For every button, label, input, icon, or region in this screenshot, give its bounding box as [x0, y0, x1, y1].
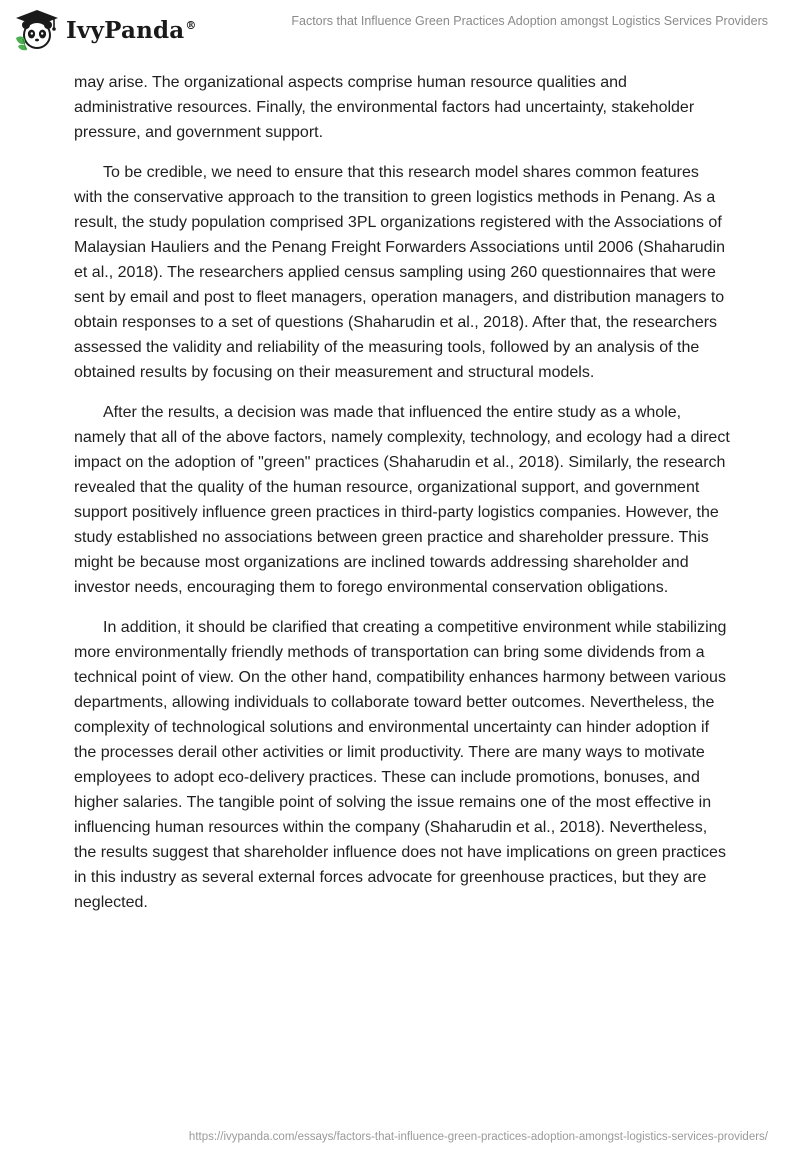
essay-body: [74, 70, 730, 930]
paragraph: may arise. The organizational aspects comprise human resource qualities and administrative resources. Finally, the environmental factors had uncertainty, stakeholder pressure, and government support.: [74, 74, 695, 141]
paragraph: After the results, a decision was made that influenced the entire study as a whole, namely that all of the above factors, namely complexity, technology, and ecology had a direct impact on the adoption of "green" practices (Shaharudin et al., 2018). Similarly, the research revealed that the quality of the human resource, organizational support, and government support positively influence green practices in third-party logistics companies. However, the study established no associations between green practice and shareholder pressure. This might be because most organizations are inclined towards addressing shareholder and investor needs, encouraging them to forego environmental conservation obligations.: [74, 404, 730, 596]
document-title: Factors that Influence Green Practices Adoption amongst Logistics Services Providers: [291, 14, 768, 28]
logo-text: IvyPanda®: [66, 16, 197, 44]
panda-logo-icon: [14, 8, 60, 52]
registered-mark: ®: [185, 18, 197, 32]
source-url[interactable]: https://ivypanda.com/essays/factors-that-influence-green-practices-adoption-amongst-logistics-services-providers/: [188, 1131, 768, 1143]
paragraph: To be credible, we need to ensure that this research model shares common features with the conservative approach to the transition to green logistics methods in Penang. As a result, the study population comprised 3PL organizations registered with the Associations of Malaysian Hauliers and the Penang Freight Forwarders Associations until 2006 (Shaharudin et al., 2018). The researchers applied census sampling using 260 questionnaires that were sent by email and post to fleet managers, operation managers, and distribution managers to obtain responses to a set of questions (Shaharudin et al., 2018). After that, the researchers assessed the validity and reliability of the measuring tools, followed by an analysis of the obtained results by focusing on their measurement and structural models.: [74, 164, 726, 381]
paragraph: In addition, it should be clarified that creating a competitive environment while stabilizing more environmentally friendly methods of transportation can bring some dividends from a technical point of view. On the other hand, compatibility enhances harmony between various departments, allowing individuals to collaborate toward better outcomes. Nevertheless, the complexity of technological solutions and environmental uncertainty can hinder adoption if the processes derail other activities or limit productivity. There are many ways to motivate employees to adopt eco-delivery practices. These can include promotions, bonuses, and higher salaries. The tangible point of solving the issue remains one of the most effective in influencing human resources within the company (Shaharudin et al., 2018). Nevertheless, the results suggest that shareholder influence does not have implications on green practices in this industry as several external forces advocate for greenhouse practices, but they are neglected.: [74, 619, 727, 911]
page-header: [0, 0, 800, 60]
ivypanda-logo[interactable]: [14, 8, 197, 52]
